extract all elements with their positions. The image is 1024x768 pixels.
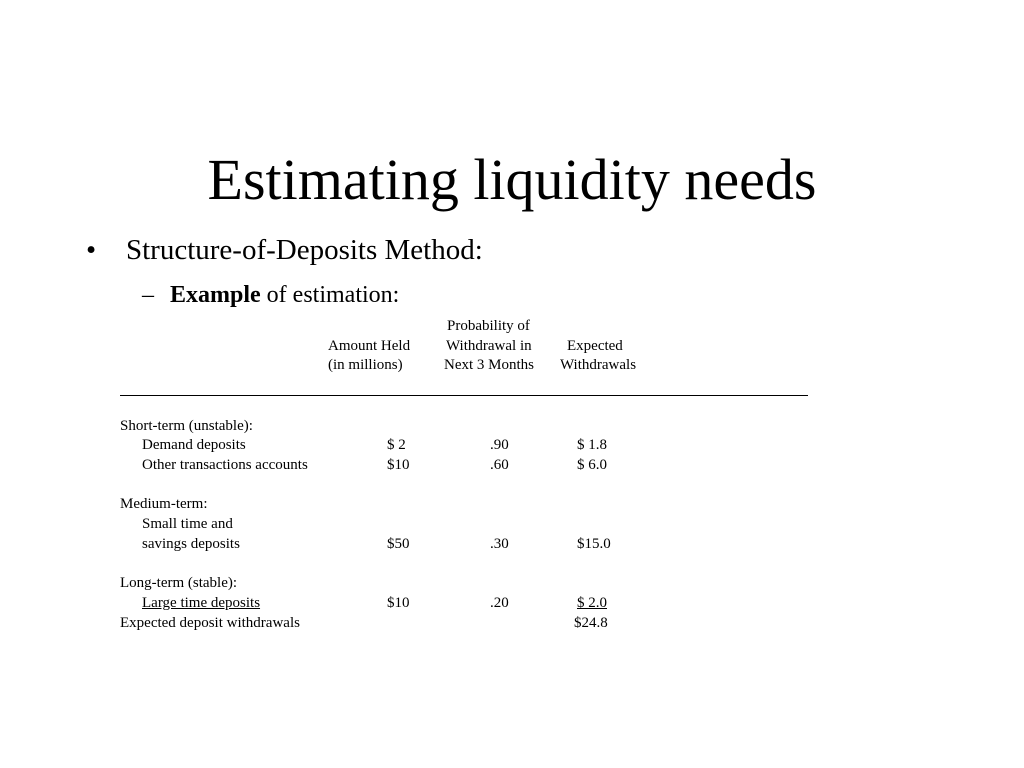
header-rule: [120, 395, 808, 396]
section-medium-term: Medium-term:: [120, 496, 208, 512]
header-probability-line2: Withdrawal in: [446, 338, 532, 354]
header-probability-line1: Probability of: [447, 318, 530, 334]
row-demand-deposits-expected: $ 1.8: [577, 437, 607, 453]
row-large-time-prob: .20: [490, 595, 509, 611]
row-large-time-expected: $ 2.0: [577, 595, 607, 611]
row-other-transactions-label: Other transactions accounts: [142, 457, 308, 473]
section-short-term: Short-term (unstable):: [120, 418, 253, 434]
sub-bullet-dash: –: [142, 282, 154, 308]
sub-bullet-bold-text: Example: [170, 282, 261, 308]
header-amount-line1: Amount Held: [328, 338, 411, 354]
row-small-time-label-line2: savings deposits: [142, 536, 240, 552]
row-other-transactions-prob: .60: [490, 457, 509, 473]
row-small-time-prob: .30: [490, 536, 509, 552]
total-expected: $24.8: [574, 615, 608, 631]
section-long-term: Long-term (stable):: [120, 575, 238, 591]
row-demand-deposits-amount: $ 2: [387, 437, 406, 453]
header-amount-line2: (in millions): [328, 357, 403, 373]
slide-title: Estimating liquidity needs: [207, 147, 817, 212]
row-large-time-amount: $10: [387, 595, 410, 611]
bullet-dot: •: [86, 234, 97, 266]
header-probability-line3: Next 3 Months: [444, 357, 534, 373]
row-demand-deposits-label: Demand deposits: [142, 437, 246, 453]
total-label: Expected deposit withdrawals: [120, 615, 300, 631]
row-small-time-label-line1: Small time and: [142, 516, 233, 532]
row-small-time-expected: $15.0: [577, 536, 611, 552]
row-other-transactions-amount: $10: [387, 457, 410, 473]
row-large-time-label: Large time deposits: [142, 595, 261, 611]
bullet-text: Structure-of-Deposits Method:: [126, 234, 483, 266]
sub-bullet-text: of estimation:: [260, 282, 400, 308]
row-small-time-amount: $50: [387, 536, 410, 552]
row-demand-deposits-prob: .90: [490, 437, 509, 453]
row-other-transactions-expected: $ 6.0: [577, 457, 607, 473]
header-expected-line2: Withdrawals: [560, 357, 637, 373]
header-expected-line1: Expected: [567, 338, 623, 354]
